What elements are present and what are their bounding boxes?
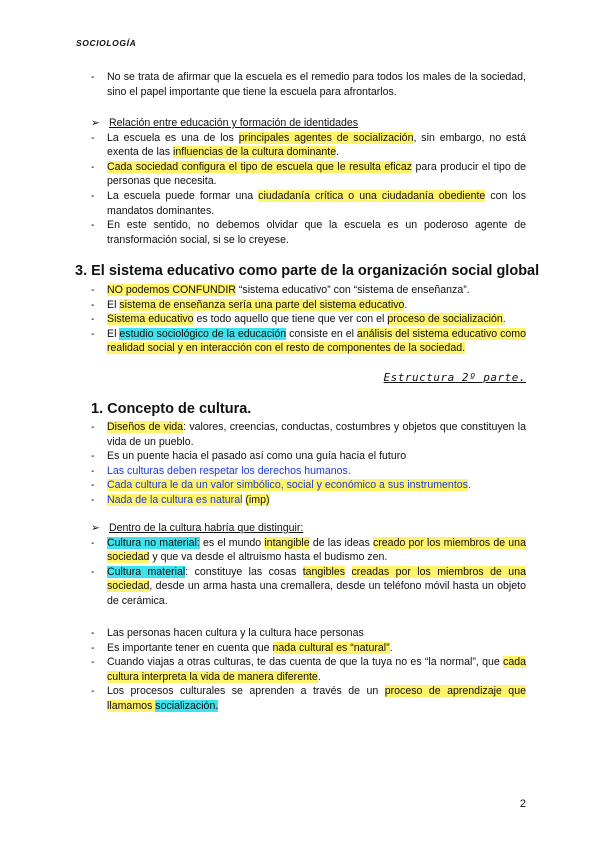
text-run: es todo aquello que tiene que ver con el [193, 313, 388, 326]
list-item [91, 493, 526, 508]
highlighted-text: proceso de aprendizaje que llamamos [107, 685, 526, 712]
highlighted-text: estudio sociológico de la educación [119, 327, 287, 340]
text-run: . [467, 479, 471, 492]
highlighted-text: análisis del sistema educativo como realidad social y en interacción con el resto de componentes de la sociedad. [107, 327, 527, 355]
section-1-block [91, 420, 526, 508]
highlighted-text: creadas por los miembros de una sociedad [107, 565, 526, 593]
highlighted-text: nada cultural es “natural” [272, 641, 390, 654]
structure-label: Estructura 2º parte. [383, 371, 526, 384]
text-run: . [404, 298, 408, 311]
text-run: es el mundo [199, 536, 265, 549]
highlighted-text: sistema de enseñanza sería una parte del sistema educativo [119, 298, 405, 311]
highlighted-text: Nada de la cultura es natural [107, 493, 243, 506]
text-run: Es importante tener en cuenta que [107, 641, 273, 654]
text-run: con los mandatos dominantes. [107, 189, 526, 217]
text-run: , sin embargo, no está exenta de las [107, 131, 526, 159]
heading-text: Dentro de la cultura habría que distinguir: [109, 522, 304, 534]
bullet-list [91, 131, 526, 248]
subsection-heading [91, 116, 526, 131]
list-item [91, 464, 526, 479]
list-item [91, 312, 526, 327]
list-item [91, 420, 526, 449]
section-3-block [91, 283, 526, 356]
distinguir-block [91, 521, 526, 609]
text-run: consiste en el [286, 327, 357, 340]
bullet-list [91, 420, 526, 508]
text-run [345, 566, 351, 578]
text-run: La escuela es una de los [107, 131, 239, 144]
text-run: Cuando viajas a otras culturas, te das cuenta de que la tuya no es “la normal”, que [107, 656, 504, 669]
arrow-bullet-icon: ➢ [91, 117, 100, 129]
highlighted-text: Diseños de vida [107, 421, 184, 433]
highlighted-text: tangibles [302, 565, 346, 578]
list-item [91, 298, 526, 313]
text-run: y que va desde el altruismo hasta el budismo zen. [149, 551, 388, 564]
list-item [91, 218, 526, 247]
arrow-bullet-icon: ➢ [91, 522, 100, 534]
page-header: SOCIOLOGÍA [76, 38, 137, 48]
text-run: No se trata de afirmar que la escuela es el remedio para todos los males de la sociedad, sino el papel importante que tiene la escuela para afrontarlos. [107, 71, 526, 98]
highlighted-text: proceso de socialización [387, 313, 503, 326]
text-run: “sistema educativo” con “sistema de enseñanza”. [235, 284, 470, 296]
text-run: : constituye las cosas [185, 565, 303, 578]
text-run: El [107, 298, 120, 311]
list-item [91, 189, 526, 218]
list-item [91, 641, 526, 656]
text-run: Las personas hacen cultura y la cultura hace personas [107, 627, 364, 639]
bullet-list [91, 626, 526, 714]
list-item [91, 626, 526, 641]
text-run: Los procesos culturales se aprenden a través de un [107, 685, 385, 698]
text-run: . [389, 641, 393, 654]
section-3-title: 3. El sistema educativo como parte de la organización social global [75, 263, 540, 279]
highlighted-text: influencias de la cultura dominante [172, 146, 337, 159]
highlighted-text: Cultura no material: [107, 536, 200, 549]
highlighted-text: Cada sociedad configura el tipo de escuela que le resulta eficaz [107, 160, 413, 173]
bullet-list [91, 536, 526, 609]
highlighted-text: Cada cultura le da un valor simbólico, social y económico a sus instrumentos [107, 479, 468, 492]
list-item [91, 565, 526, 609]
text-run: . [502, 313, 506, 326]
list-item [91, 327, 526, 356]
highlighted-text: intangible [264, 536, 310, 549]
text-run: para producir el tipo de personas que necesita. [107, 160, 526, 188]
highlighted-text: Cultura material [107, 565, 186, 578]
text-run: . [336, 146, 340, 159]
text-run: La escuela puede formar una [107, 189, 259, 202]
text-run: El [107, 327, 120, 340]
highlighted-text: NO podemos CONFUNDIR [107, 284, 236, 296]
text-run: : valores, creencias, conductas, costumbres y objetos que constituyen la vida de un pueblo. [107, 421, 526, 448]
bullet-list [91, 70, 526, 99]
bullet-list [91, 283, 526, 356]
list-item [91, 536, 526, 565]
highlighted-text: (imp) [245, 493, 270, 506]
highlighted-text: socialización. [155, 699, 219, 712]
highlighted-text: ciudadanía crítica o una ciudadanía obediente [258, 189, 486, 202]
list-item [91, 70, 526, 99]
highlighted-text: cada cultura interpreta la vida de manera diferente [107, 656, 526, 683]
text-run: , desde un arma hasta una cremallera, desde un teléfono móvil hasta un objeto de cerámica. [107, 580, 526, 607]
heading-text: Relación entre educación y formación de identidades [109, 117, 359, 129]
text-run: En este sentido, no debemos olvidar que la escuela es un poderoso agente de transformación social, si se lo creyese. [107, 219, 526, 246]
highlighted-text: principales agentes de socialización [238, 131, 414, 144]
list-item [91, 160, 526, 189]
subsection-heading [91, 521, 526, 536]
highlighted-text: creado por los miembros de una sociedad [107, 536, 526, 564]
final-block [91, 626, 526, 714]
text-run: Las culturas deben respetar los derechos humanos. [107, 464, 351, 477]
highlighted-text: Sistema educativo [107, 313, 194, 326]
text-run: Es un puente hacia el pasado así como una guía hacia el futuro [107, 450, 407, 463]
list-item [91, 655, 526, 684]
text-run: de las ideas [309, 536, 373, 549]
list-item [91, 684, 526, 713]
list-item [91, 131, 526, 160]
section-1-title: 1. Concepto de cultura. [91, 401, 252, 417]
list-item [91, 283, 526, 298]
list-item [91, 449, 526, 464]
text-run: . [317, 670, 321, 683]
relacion-block [91, 116, 526, 247]
intro-block [91, 70, 526, 99]
list-item [91, 478, 526, 493]
page-number: 2 [519, 798, 526, 810]
